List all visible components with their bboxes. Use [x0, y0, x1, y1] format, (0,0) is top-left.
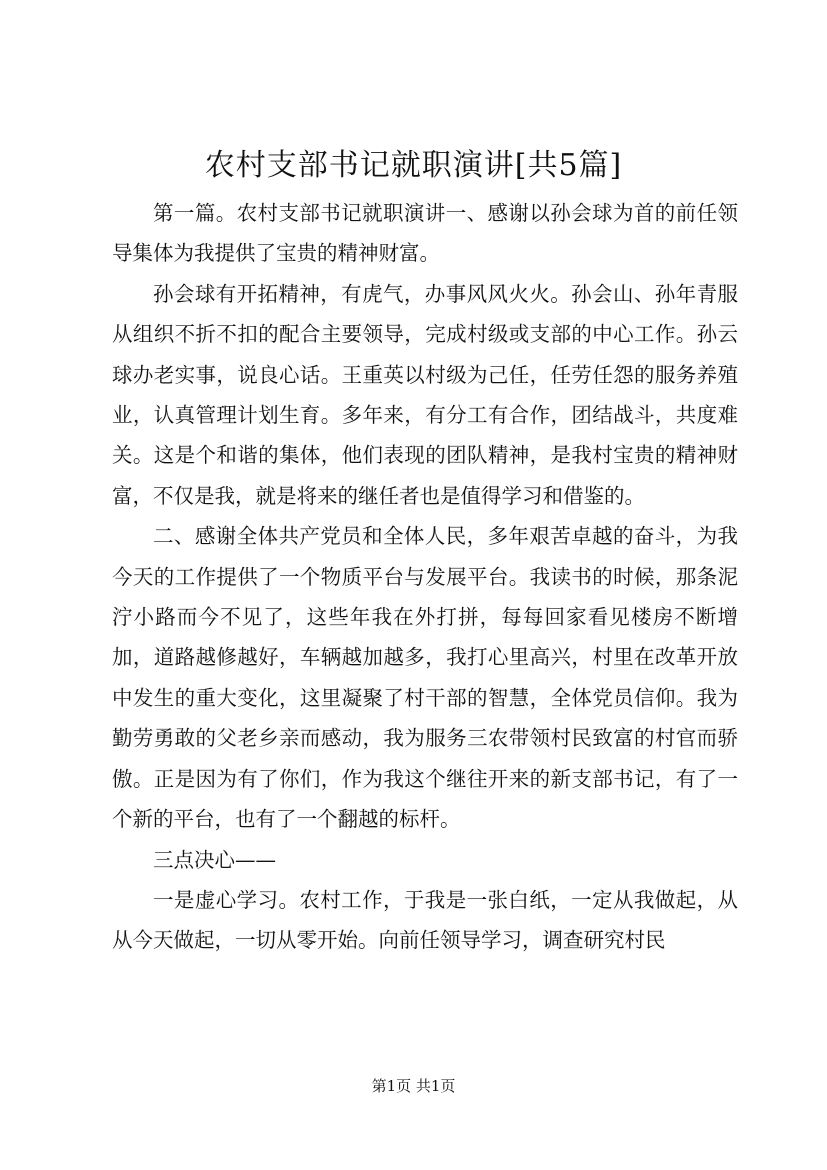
paragraph-4: 三点决心——	[153, 847, 276, 872]
paragraph-5: 一是虚心学习。农村工作，于我是一张白纸，一定从我做起，从从今天做起，一切从零开始。向前任领导学习，调查研究村民	[112, 887, 738, 953]
paragraph-1: 第一篇。农村支部书记就职演讲一、感谢以孙会球为首的前任领导集体为我提供了宝贵的精神财富。	[112, 201, 738, 266]
paragraph-3: 二、感谢全体共产党员和全体人民，多年艰苦卓越的奋斗，为我今天的工作提供了一个物质平台与发展平台。我读书的时候，那条泥泞小路而今不见了，这些年我在外打拼，每每回家看见楼房不断增加，道路越修越好，车辆越加越多，我打心里高兴，村里在改革开放中发生的重大变化，这里凝聚了村干部的智慧，全体党员信仰。我为勤劳勇敢的父老乡亲而感动，我为服务三农带领村民致富的村官而骄傲。正是因为有了你们，作为我这个继往开来的新支部书记，有了一个新的平台，也有了一个翻越的标杆。	[112, 524, 738, 832]
page-number-footer: 第1页 共1页	[371, 1077, 456, 1095]
paragraph-2: 孙会球有开拓精神，有虎气，办事风风火火。孙会山、孙年青服从组织不折不扣的配合主要领导，完成村级或支部的中心工作。孙云球办老实事，说良心话。王重英以村级为己任，任劳任怨的服务养殖业，认真管理计划生育。多年来，有分工有合作，团结战斗，共度难关。这是个和谐的集体，他们表现的团队精神，是我村宝贵的精神财富，不仅是我，就是将来的继任者也是值得学习和借鉴的。	[112, 281, 738, 508]
document-body	[112, 193, 738, 961]
document-title: 农村支部书记就职演讲[共5篇]	[204, 148, 623, 183]
